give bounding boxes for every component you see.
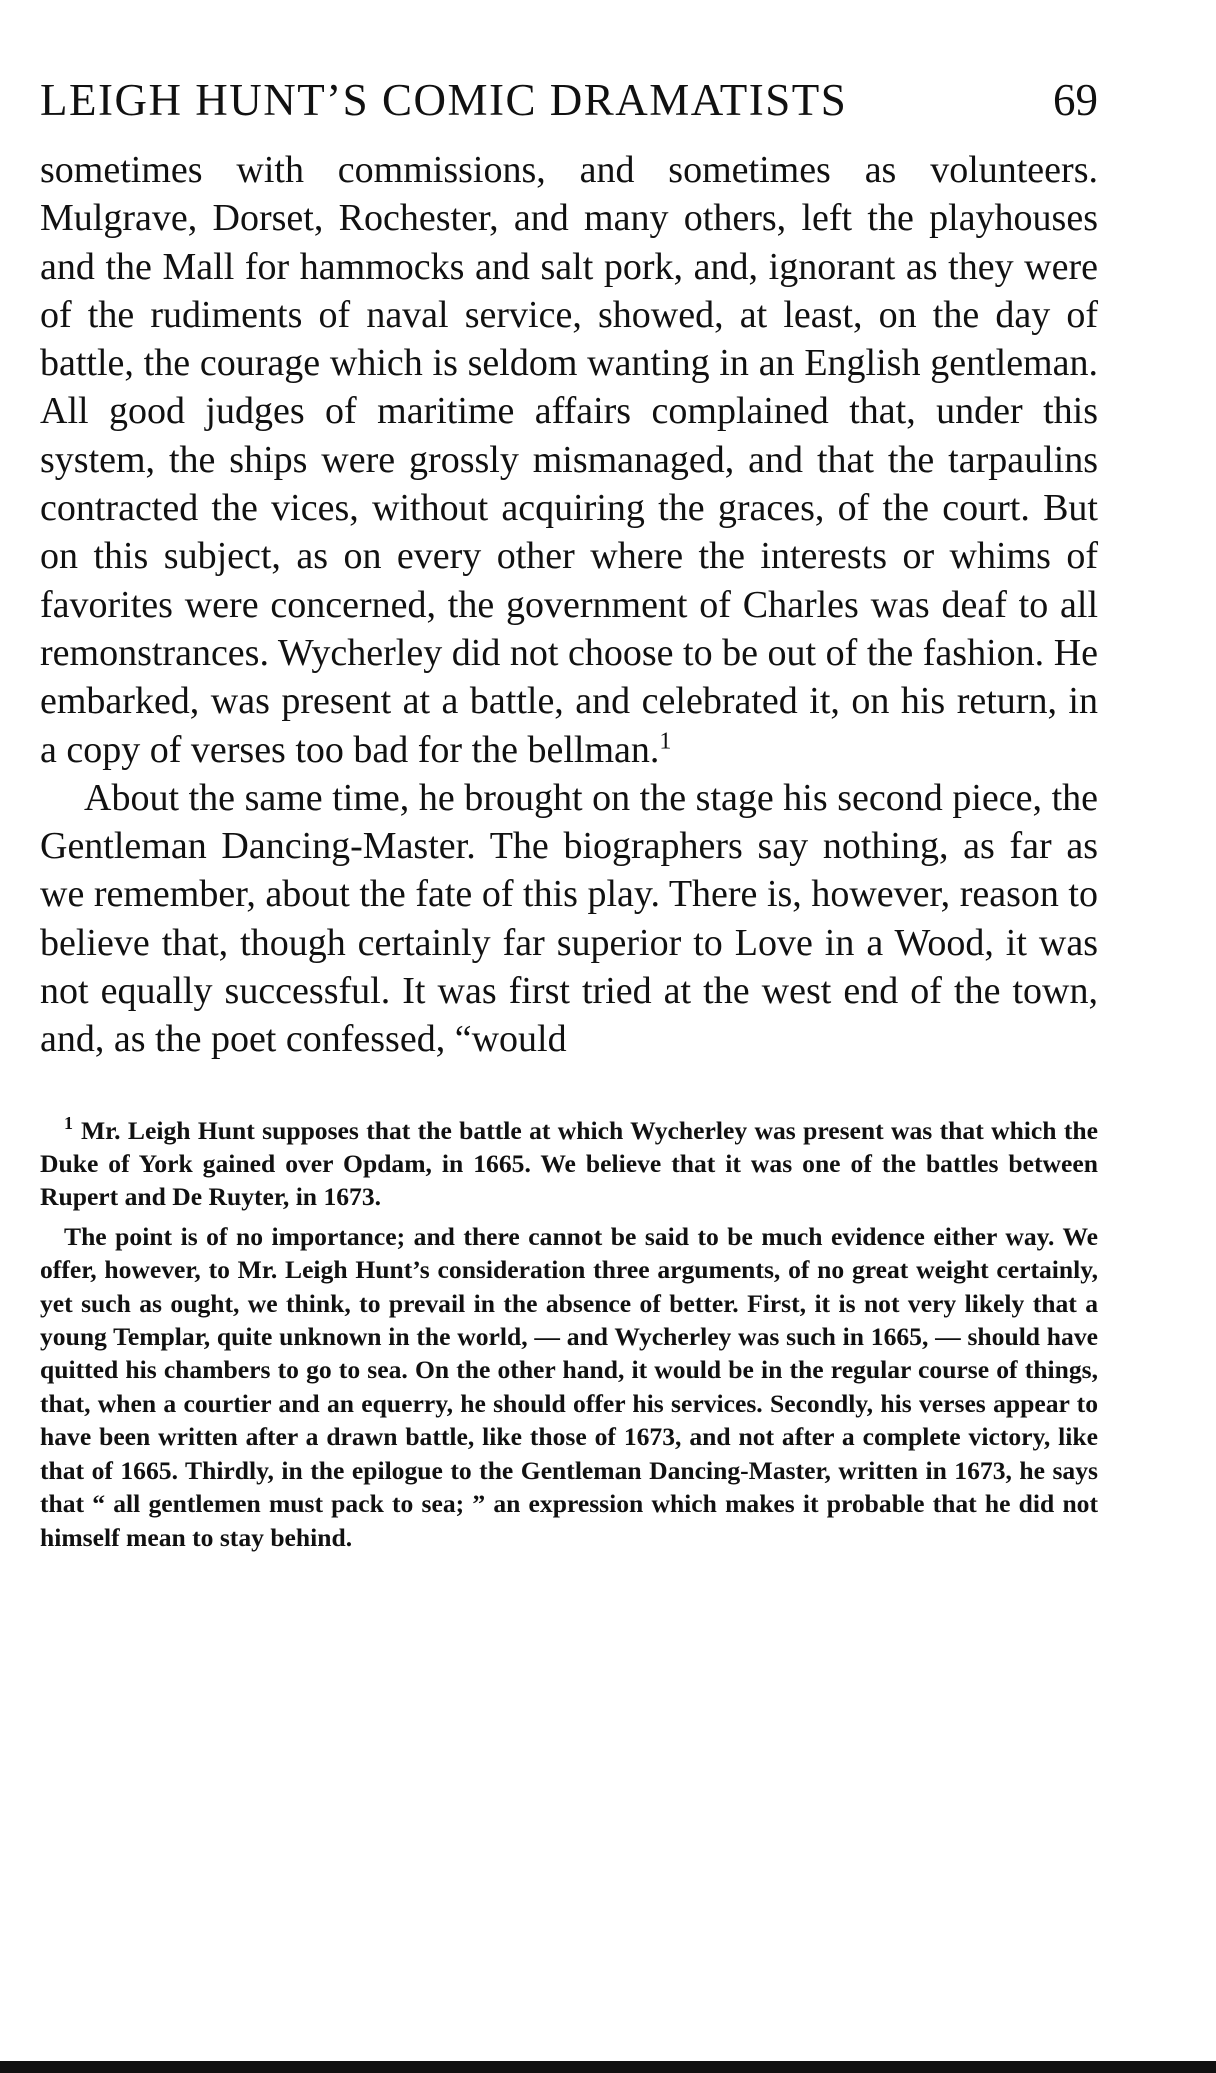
- paragraph-text: sometimes with commissions, and sometimes as volunteers. Mulgrave, Dorset, Rochester, and many others, left the playhouses and the Mall for hammocks and salt pork, and, ignorant as they were of the rudiments of naval service, showed, at least, on the day of battle, the courage which is seldom wanting in an English gentleman. All good judges of maritime affairs complained that, under this system, the ships were grossly mismanaged, and that the tarpaulins contracted the vices, without acquiring the graces, of the court. But on this subject, as on every other where the interests or whims of favorites were concerned, the government of Charles was deaf to all remonstrances. Wycherley did not choose to be out of the fashion. He embarked, was present at a battle, and celebrated it, on his return, in a copy of verses too bad for the bellman.: [40, 149, 1098, 771]
- book-page: [40, 60, 1098, 1554]
- footnote-mark: 1: [64, 1113, 73, 1134]
- footnote-reference: 1: [659, 727, 672, 754]
- running-head: [40, 60, 1098, 140]
- footnote: [40, 1114, 1098, 1214]
- page-number: 69: [1053, 75, 1098, 125]
- footnote-text: Mr. Leigh Hunt supposes that the battle at which Wycherley was present was that which the Duke of York gained over Opdam, in 1665. We believe that it was one of the battles between Rupert and De Ruyter, in 1673.: [40, 1115, 1098, 1212]
- bottom-rule: [0, 2061, 1216, 2073]
- paragraph: [40, 146, 1098, 774]
- footnote-continuation: The point is of no importance; and there cannot be said to be much evidence either way. We offer, however, to Mr. Leigh Hunt’s consideration three arguments, of no great weight certainly, yet such as ought, we think, to prevail in the absence of better. First, it is not very likely that a young Templar, quite unknown in the world, — and Wycherley was such in 1665, — should have quitted his chambers to go to sea. On the other hand, it would be in the regular course of things, that, when a courtier and an equerry, he should offer his services. Secondly, his verses appear to have been written after a drawn battle, like those of 1673, and not after a complete victory, like that of 1665. Thirdly, in the epilogue to the Gentleman Dancing-Master, written in 1673, he says that “ all gentlemen must pack to sea; ” an expression which makes it probable that he did not himself mean to stay behind.: [40, 1221, 1098, 1552]
- running-title: LEIGH HUNT’S COMIC DRAMATISTS: [40, 75, 848, 125]
- paragraph: About the same time, he brought on the stage his second piece, the Gentleman Dancing-Master. The biographers say nothing, as far as we remember, about the fate of this play. There is, however, reason to believe that, though certainly far superior to Love in a Wood, it was not equally successful. It was first tried at the west end of the town, and, as the poet confessed, “would: [40, 776, 1098, 1061]
- body-text: [40, 146, 1098, 1064]
- footnotes: [40, 1114, 1098, 1554]
